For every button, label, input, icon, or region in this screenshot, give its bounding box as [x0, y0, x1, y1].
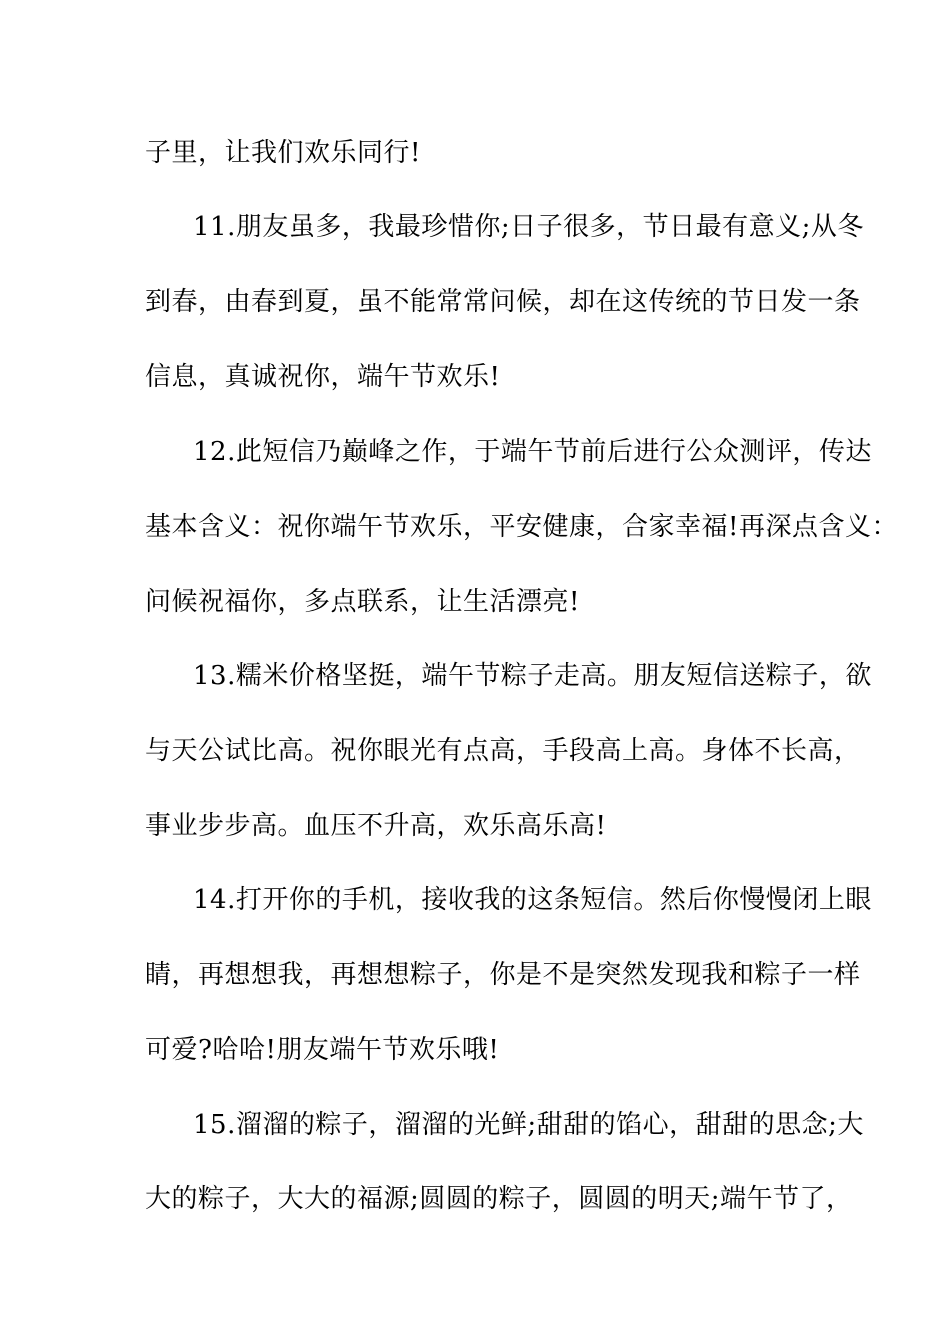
text-line: 可爱?哈哈!朋友端午节欢乐哦! — [145, 1035, 500, 1065]
paragraph-15-line-1: 15.溜溜的粽子，溜溜的光鲜;甜甜的馅心，甜甜的思念;大 — [193, 1110, 864, 1140]
paragraph-12-line-1: 12.此短信乃巅峰之作，于端午节前后进行公众测评，传达 — [193, 437, 872, 467]
text-line: 基本含义：祝你端午节欢乐，平安健康，合家幸福!再深点含义： — [145, 512, 898, 542]
paragraph-14-line-1: 14.打开你的手机，接收我的这条短信。然后你慢慢闭上眼 — [193, 885, 872, 915]
text-line: 到春，由春到夏，虽不能常常问候，却在这传统的节日发一条 — [145, 287, 861, 317]
paragraph-13-line-1: 13.糯米价格坚挺，端午节粽子走高。朋友短信送粽子，欲 — [193, 661, 872, 691]
text-line: 信息，真诚祝你，端午节欢乐! — [145, 362, 501, 392]
text-line: 事业步步高。血压不升高，欢乐高乐高! — [145, 811, 607, 841]
text-line: 睛，再想想我，再想想粽子，你是不是突然发现我和粽子一样 — [145, 960, 861, 990]
paragraph-11-line-1: 11.朋友虽多，我最珍惜你;日子很多，节日最有意义;从冬 — [193, 212, 864, 242]
text-line: 大的粽子，大大的福源;圆圆的粽子，圆圆的明天;端午节了， — [145, 1184, 853, 1214]
text-line: 问候祝福你，多点联系，让生活漂亮! — [145, 587, 580, 617]
text-line: 子里，让我们欢乐同行! — [145, 138, 421, 168]
text-line: 与天公试比高。祝你眼光有点高，手段高上高。身体不长高， — [145, 736, 861, 766]
